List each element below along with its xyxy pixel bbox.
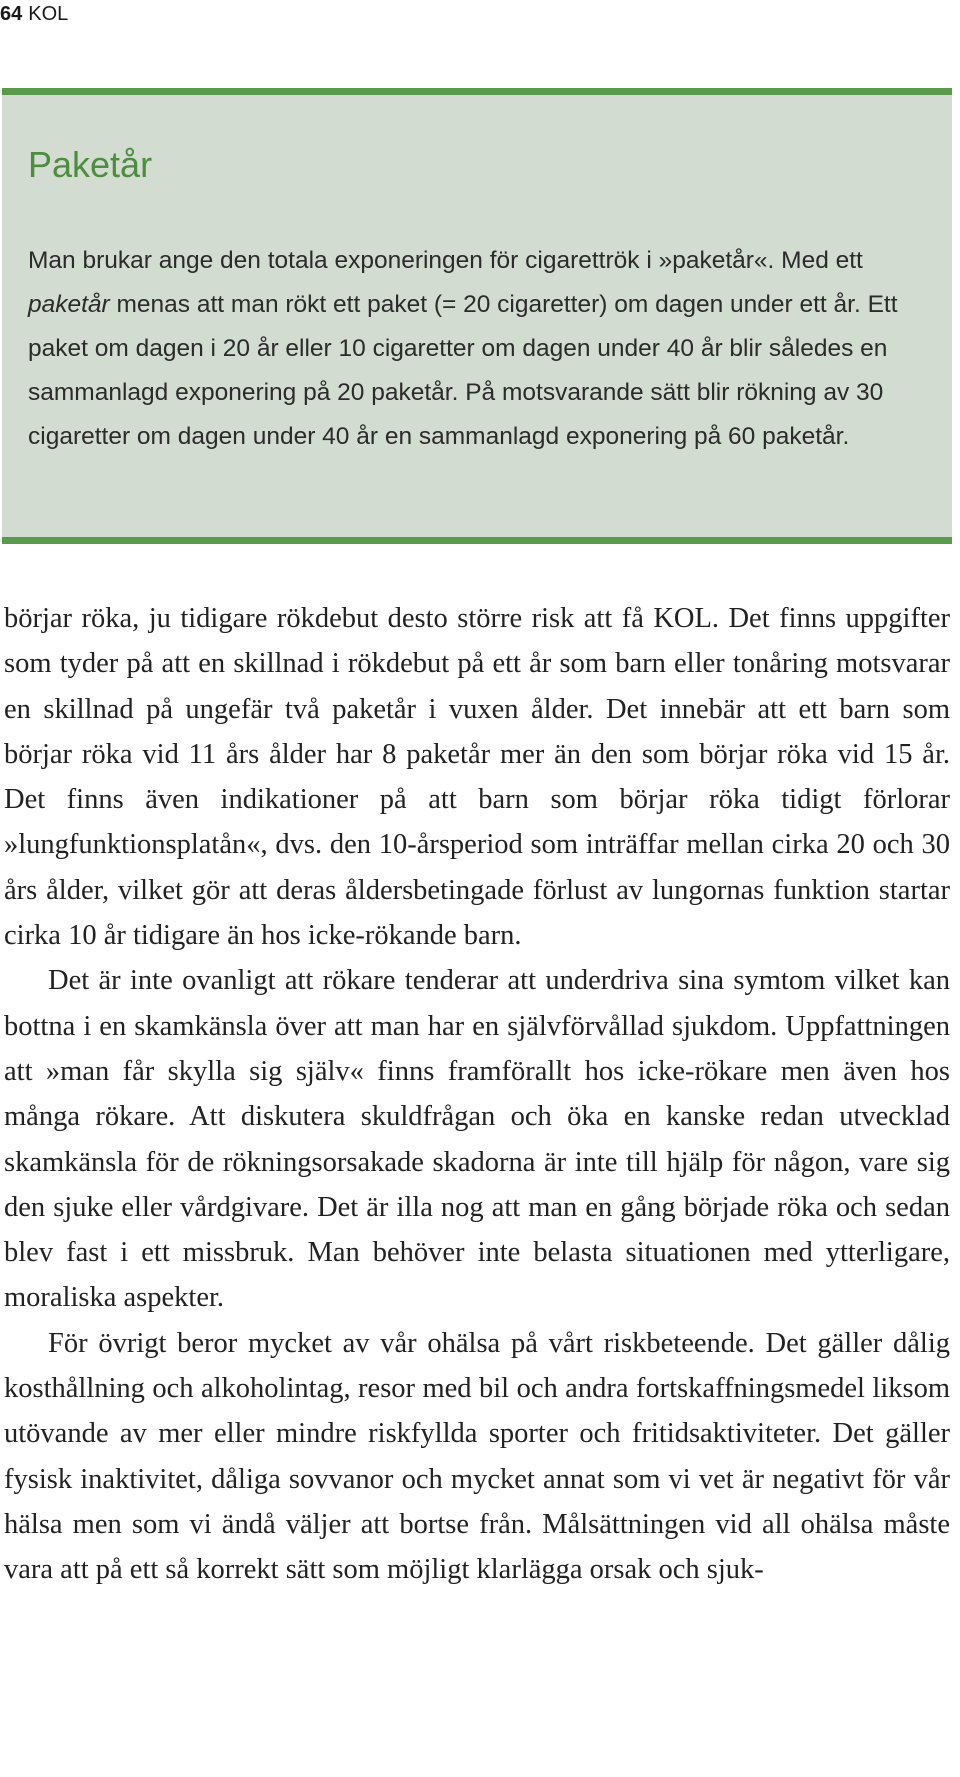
fact-box — [2, 88, 952, 544]
fact-box-title: Paketår — [28, 144, 153, 185]
fact-box-text-start: Man brukar ange den totala exponeringen för cigarettrök i »paketår«. Med ett — [28, 247, 863, 274]
body-paragraph-2: Det är inte ovanligt att rökare tenderar att underdriva sina symtom vilket kan bottna i en skamkänsla över att man har en självförvållad sjukdom. Uppfattningen att »man får skylla sig själv« finns framförallt hos icke-rökare men även hos många rökare. Att diskutera skuldfrågan och öka en kanske redan utvecklad skamkänsla för de rökningsorsakade skadorna är inte till hjälp för någon, vare sig den sjuke eller vårdgivare. Det är illa nog att man en gång började röka och sedan blev fast i ett missbruk. Man behöver inte belasta situationen med ytterligare, moraliska aspekter. — [4, 965, 950, 1314]
page-number: 64 — [0, 3, 23, 25]
body-paragraph-3: För övrigt beror mycket av vår ohälsa på vårt riskbeteende. Det gäller dålig kosthållning och alkoholintag, resor med bil och andra fortskaffningsmedel liksom utövande av mer eller mindre riskfyllda sporter och fritidsaktiviteter. Det gäller fysisk inaktivitet, dåliga sovvanor och mycket annat som vi vet är negativt för vår hälsa men som vi ändå väljer att bortse från. Målsättningen vid all ohälsa måste vara att på ett så korrekt sätt som möjligt klarlägga orsak och sjuk- — [4, 1327, 950, 1586]
fact-box-text — [28, 239, 938, 459]
body-text — [4, 596, 950, 1593]
fact-box-text-end: menas att man rökt ett paket (= 20 cigaretter) om dagen under ett år. Ett paket om dagen i 20 år eller 10 cigaretter om dagen under 40 år blir således en sammanlagd exponering på 20 paketår. På motsvarande sätt blir rökning av 30 cigaretter om dagen under 40 år en sammanlagd exponering på 60 paketår. — [28, 291, 898, 450]
fact-box-italic-term: paketår — [28, 291, 110, 318]
body-paragraph-1: börjar röka, ju tidigare rökdebut desto större risk att få KOL. Det finns uppgifter som tyder på att en skillnad i rökdebut på ett år som barn eller tonåring motsvarar en skillnad på ungefär två paketår i vuxen ålder. Det innebär att ett barn som börjar röka vid 11 års ålder har 8 paketår mer än den som börjar röka vid 15 år. Det finns även indikationer på att barn som börjar röka tidigt förlorar »lungfunktionsplatån«, dvs. den 10-årsperiod som inträffar mellan cirka 20 och 30 års ålder, vilket gör att deras åldersbetingade förlust av lungornas funktion startar cirka 10 år tidigare än hos icke-rökande barn. — [4, 603, 950, 952]
running-head — [0, 0, 68, 28]
running-title: KOL — [28, 3, 69, 25]
